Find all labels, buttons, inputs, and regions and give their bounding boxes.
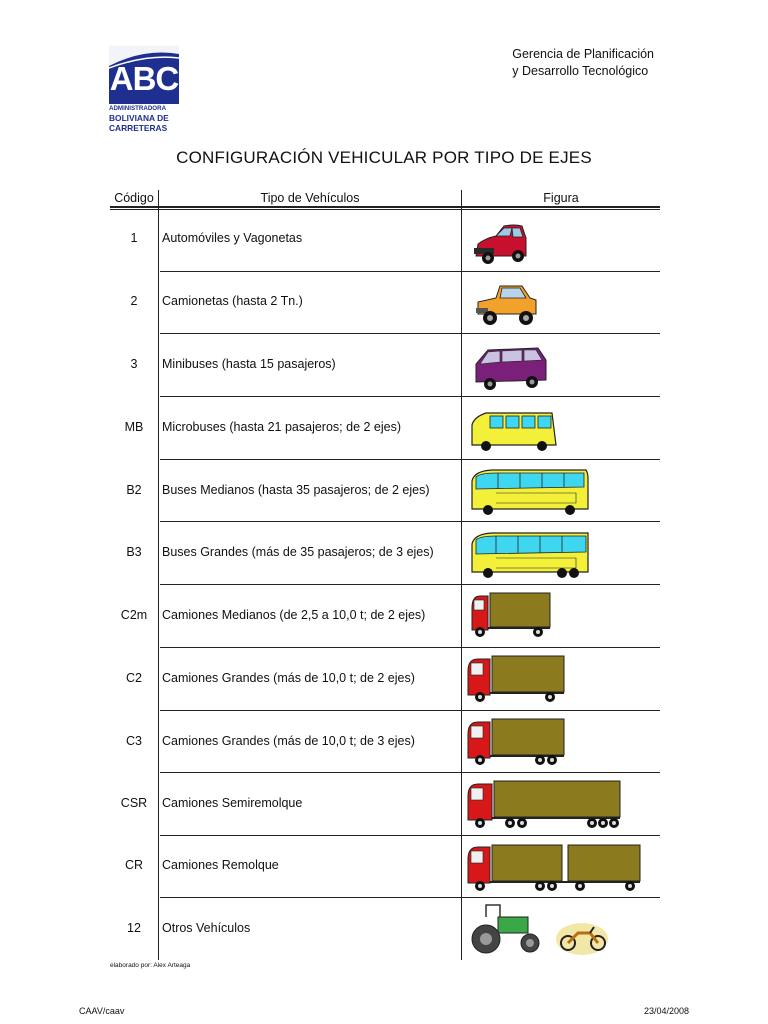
row-type: Automóviles y Vagonetas <box>162 231 303 245</box>
row-type: Otros Vehículos <box>162 921 251 935</box>
row-code: 2 <box>130 294 138 308</box>
footer-doc-code: CAAV/caav <box>79 1006 125 1016</box>
row-code: B2 <box>126 483 142 497</box>
row-code: B3 <box>126 545 142 559</box>
pickup-truck-icon <box>466 276 656 332</box>
column-divider-1 <box>158 190 159 960</box>
row-divider <box>160 897 660 898</box>
row-divider <box>160 710 660 711</box>
car-icon <box>466 214 656 270</box>
row-divider <box>160 271 660 272</box>
author-credit: elaborado por: Alex Arteaga <box>110 962 191 969</box>
row-type: Camiones Semiremolque <box>162 796 303 810</box>
row-divider <box>160 647 660 648</box>
medium-truck-icon <box>466 590 656 646</box>
row-code: 12 <box>127 921 141 935</box>
logo-line-1: ADMINISTRADORA <box>109 105 167 112</box>
row-code: 1 <box>130 231 138 245</box>
column-divider-2 <box>461 190 462 960</box>
column-header-code: Código <box>114 191 154 205</box>
logo-badge <box>109 46 179 104</box>
row-divider <box>160 396 660 397</box>
department-line-1: Gerencia de Planificación <box>512 47 654 61</box>
row-divider <box>160 459 660 460</box>
row-type: Camiones Grandes (más de 10,0 t; de 3 ejes) <box>162 734 415 748</box>
department-header <box>512 46 654 80</box>
row-code: C3 <box>126 734 142 748</box>
medium-bus-icon <box>466 465 656 521</box>
department-line-2: y Desarrollo Tecnológico <box>512 64 649 78</box>
semitrailer-truck-icon <box>466 778 656 834</box>
microbus-icon <box>466 403 656 459</box>
trailer-truck-icon <box>466 841 656 897</box>
large-truck-3-axle-icon <box>466 716 656 772</box>
row-type: Minibuses (hasta 15 pasajeros) <box>162 357 336 371</box>
logo-acronym: ABC <box>109 60 179 97</box>
header-rule <box>110 206 660 208</box>
row-type: Camionetas (hasta 2 Tn.) <box>162 294 303 308</box>
row-code: 3 <box>130 357 138 371</box>
row-type: Buses Medianos (hasta 35 pasajeros; de 2 ejes) <box>162 483 430 497</box>
row-code: CSR <box>120 796 148 810</box>
logo-name <box>109 105 181 133</box>
row-type: Camiones Remolque <box>162 858 279 872</box>
logo-line-2: BOLIVIANA DE <box>109 113 169 123</box>
large-bus-icon <box>466 528 656 584</box>
row-code: CR <box>124 858 144 872</box>
logo-line-3: CARRETERAS <box>109 123 168 133</box>
column-header-type: Tipo de Vehículos <box>260 191 360 205</box>
row-type: Camiones Grandes (más de 10,0 t; de 2 ejes) <box>162 671 415 685</box>
footer-date: 23/04/2008 <box>643 1006 689 1016</box>
minivan-icon <box>466 340 656 396</box>
row-type: Microbuses (hasta 21 pasajeros; de 2 ejes) <box>162 420 402 434</box>
row-type: Buses Grandes (más de 35 pasajeros; de 3 ejes) <box>162 545 434 559</box>
abc-logo <box>109 46 179 136</box>
row-code: MB <box>124 420 144 434</box>
header-rule-2 <box>110 209 660 210</box>
row-type: Camiones Medianos (de 2,5 a 10,0 t; de 2 ejes) <box>162 608 426 622</box>
row-code: C2m <box>120 608 148 622</box>
row-divider <box>160 835 660 836</box>
row-divider <box>160 772 660 773</box>
row-divider <box>160 333 660 334</box>
page-title: CONFIGURACIÓN VEHICULAR POR TIPO DE EJES <box>176 148 592 167</box>
large-truck-2-axle-icon <box>466 653 656 709</box>
column-header-figure: Figura <box>543 191 579 205</box>
row-code: C2 <box>126 671 142 685</box>
row-divider <box>160 584 660 585</box>
row-divider <box>160 521 660 522</box>
tractor-and-motorcycle-icon <box>466 901 656 957</box>
